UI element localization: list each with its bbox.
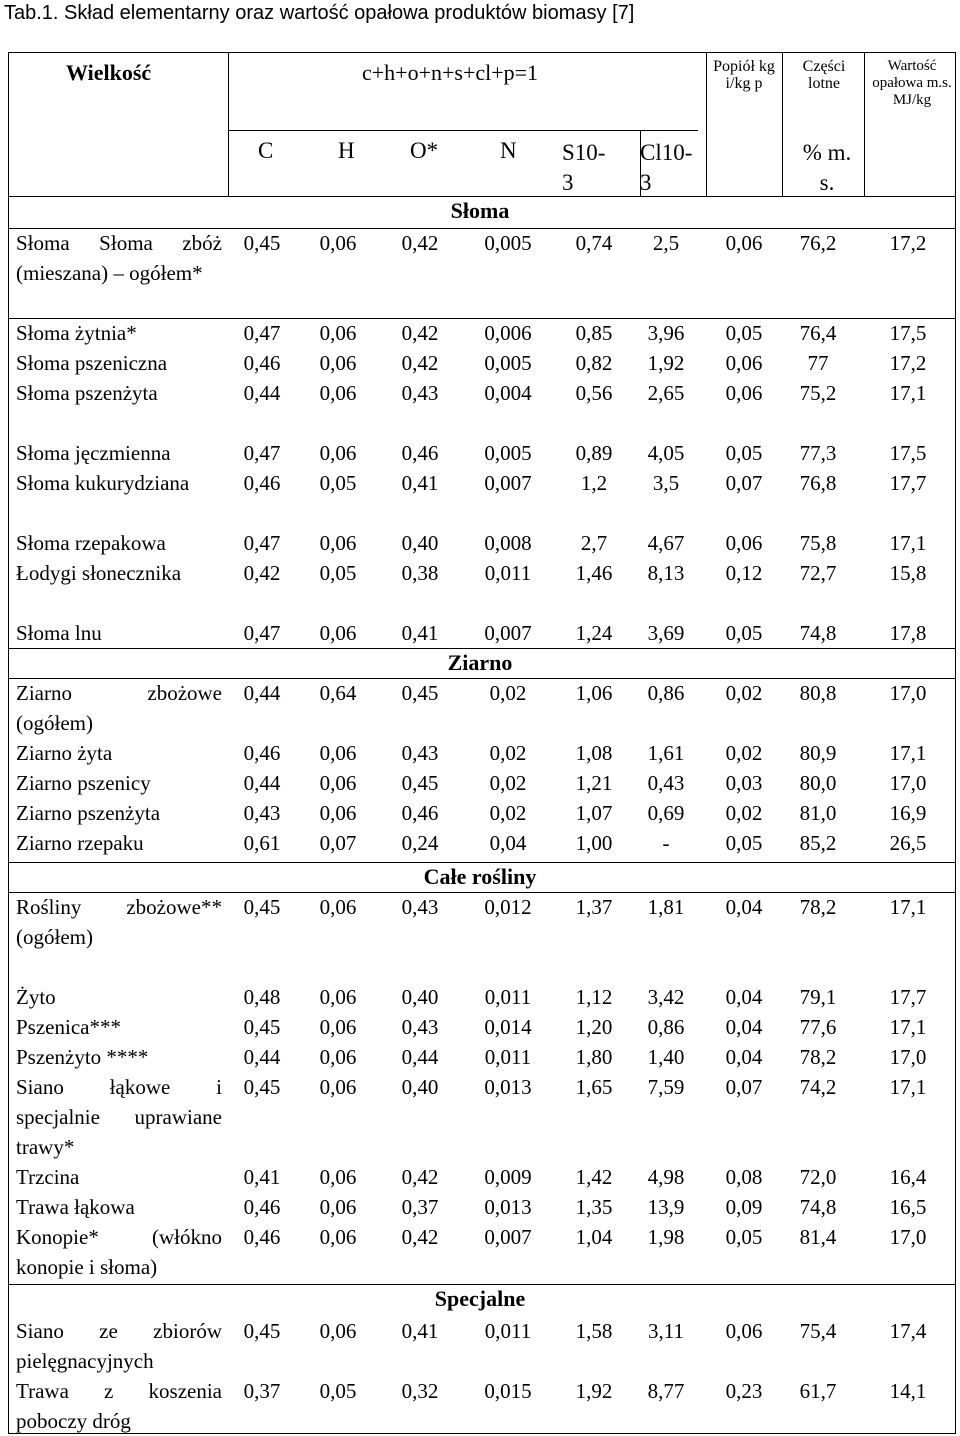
row-value: 3,42	[647, 985, 685, 1009]
row-value: 1,80	[575, 1045, 613, 1069]
table-row	[0, 618, 960, 648]
row-value: 80,8	[799, 681, 837, 705]
row-value: 0,45	[243, 895, 281, 919]
row-value: 0,46	[243, 1195, 281, 1219]
header-element-c: C	[258, 138, 274, 163]
table-row	[0, 318, 960, 348]
header-czesci-text: Części lotne	[802, 58, 846, 92]
row-value: 1,58	[575, 1319, 613, 1343]
row-value: 81,4	[799, 1225, 837, 1249]
row-value: 0,011	[484, 561, 532, 585]
row-value: 0,32	[401, 1379, 439, 1403]
table-row	[0, 468, 960, 528]
row-value: 1,06	[575, 681, 613, 705]
row-value: 0,011	[484, 1319, 532, 1343]
row-value: 1,61	[647, 741, 685, 765]
header-popiol-text: Popiół kg i/kg p	[713, 58, 775, 92]
row-value: 0,05	[725, 321, 763, 345]
table-vertical-rule	[706, 52, 707, 196]
row-value: -	[662, 831, 670, 855]
row-value: 0,61	[243, 831, 281, 855]
row-value: 2,5	[652, 231, 680, 255]
row-value: 16,9	[889, 801, 927, 825]
row-value: 1,42	[575, 1165, 613, 1189]
section-title: Całe rośliny	[423, 864, 537, 889]
row-value: 3,96	[647, 321, 685, 345]
row-name: Ziarno pszenicy	[16, 771, 151, 795]
table-row	[0, 438, 960, 468]
row-name: Siano ze zbiorów pielęgnacyjnych	[16, 1319, 222, 1373]
row-value: 80,9	[799, 741, 837, 765]
row-value: 0,06	[319, 381, 357, 405]
row-value: 0,40	[401, 1075, 439, 1099]
row-value: 0,48	[243, 985, 281, 1009]
row-value: 0,04	[725, 1015, 763, 1039]
row-value: 77	[807, 351, 829, 375]
row-value: 0,46	[243, 351, 281, 375]
row-name: Pszenżyto ****	[16, 1045, 149, 1069]
row-value: 0,85	[575, 321, 613, 345]
row-value: 0,06	[319, 1195, 357, 1219]
row-value: 0,06	[725, 231, 763, 255]
row-value: 0,05	[725, 1225, 763, 1249]
row-value: 0,014	[484, 1015, 532, 1039]
row-name: Żyto	[16, 985, 56, 1009]
row-value: 0,44	[243, 681, 281, 705]
row-value: 0,02	[725, 741, 763, 765]
row-value: 0,43	[401, 895, 439, 919]
row-value: 17,1	[889, 531, 927, 555]
row-value: 0,011	[484, 1045, 532, 1069]
row-value: 1,46	[575, 561, 613, 585]
table-row	[0, 1042, 960, 1072]
row-value: 0,04	[725, 895, 763, 919]
row-value: 1,35	[575, 1195, 613, 1219]
row-value: 0,006	[484, 321, 532, 345]
row-value: 1,04	[575, 1225, 613, 1249]
row-value: 0,08	[725, 1165, 763, 1189]
row-value: 0,06	[319, 351, 357, 375]
table-row	[0, 892, 960, 982]
table-row	[0, 528, 960, 558]
row-value: 0,37	[243, 1379, 281, 1403]
row-value: 0,43	[401, 381, 439, 405]
row-value: 17,1	[889, 381, 927, 405]
row-value: 3,69	[647, 621, 685, 645]
row-value: 0,12	[725, 561, 763, 585]
row-value: 76,4	[799, 321, 837, 345]
header-element-o: O*	[410, 138, 439, 163]
row-value: 2,7	[580, 531, 608, 555]
row-value: 17,0	[889, 1225, 927, 1249]
row-name: Ziarno zbożowe (ogółem)	[16, 681, 222, 735]
row-value: 76,2	[799, 231, 837, 255]
row-value: 1,37	[575, 895, 613, 919]
table-vertical-rule	[640, 130, 641, 196]
row-name: Słoma Słoma zbóż (mieszana) – ogółem*	[16, 231, 222, 285]
row-value: 4,98	[647, 1165, 685, 1189]
row-value: 0,46	[401, 441, 439, 465]
table-caption: Tab.1. Skład elementarny oraz wartość opałowa produktów biomasy [7]	[4, 2, 635, 24]
row-value: 0,45	[243, 1075, 281, 1099]
row-name: Ziarno pszenżyta	[16, 801, 161, 825]
row-name: Łodygi słonecznika	[16, 561, 182, 585]
row-value: 0,007	[484, 471, 532, 495]
row-value: 0,007	[484, 1225, 532, 1249]
table-vertical-rule	[228, 52, 229, 196]
row-value: 0,41	[243, 1165, 281, 1189]
table-vertical-rule	[864, 52, 865, 196]
header-element-h: H	[338, 138, 355, 163]
table-row	[0, 1072, 960, 1162]
row-value: 0,40	[401, 985, 439, 1009]
row-value: 78,2	[799, 1045, 837, 1069]
row-value: 0,47	[243, 531, 281, 555]
row-value: 1,92	[647, 351, 685, 375]
row-value: 0,05	[319, 1379, 357, 1403]
row-value: 0,86	[647, 1015, 685, 1039]
row-value: 0,04	[489, 831, 527, 855]
row-value: 0,06	[725, 1319, 763, 1343]
row-value: 0,47	[243, 321, 281, 345]
row-value: 0,02	[725, 801, 763, 825]
header-czesci-lotne	[790, 58, 858, 92]
row-name: Konopie* (włókno konopie i słoma)	[16, 1225, 222, 1279]
header-element-cl: Cl10-3	[640, 140, 693, 195]
row-value: 0,41	[401, 621, 439, 645]
row-value: 1,40	[647, 1045, 685, 1069]
row-value: 0,40	[401, 531, 439, 555]
table-row	[0, 982, 960, 1012]
row-value: 0,45	[243, 1319, 281, 1343]
row-value: 13,9	[647, 1195, 685, 1219]
row-name: Trawa z koszenia poboczy dróg	[16, 1379, 222, 1433]
row-name: Rośliny zbożowe** (ogółem)	[16, 895, 222, 949]
row-value: 0,06	[319, 1225, 357, 1249]
table-row	[0, 738, 960, 768]
row-value: 0,37	[401, 1195, 439, 1219]
row-value: 0,42	[401, 1165, 439, 1189]
row-value: 17,0	[889, 771, 927, 795]
table-horizontal-rule	[228, 130, 698, 131]
row-value: 0,03	[725, 771, 763, 795]
table-row	[0, 1376, 960, 1436]
row-value: 85,2	[799, 831, 837, 855]
header-wartosc-opalowa	[868, 58, 956, 109]
row-value: 74,2	[799, 1075, 837, 1099]
row-value: 0,06	[319, 1075, 357, 1099]
row-value: 1,65	[575, 1075, 613, 1099]
row-value: 0,42	[243, 561, 281, 585]
row-value: 0,06	[319, 1015, 357, 1039]
row-value: 75,4	[799, 1319, 837, 1343]
row-value: 17,0	[889, 681, 927, 705]
row-value: 0,43	[647, 771, 685, 795]
table-row	[0, 1222, 960, 1282]
row-value: 0,46	[401, 801, 439, 825]
row-value: 0,07	[319, 831, 357, 855]
row-value: 0,06	[319, 321, 357, 345]
row-value: 0,24	[401, 831, 439, 855]
row-name: Ziarno żyta	[16, 741, 113, 765]
row-value: 80,0	[799, 771, 837, 795]
row-value: 0,02	[489, 741, 527, 765]
row-value: 0,06	[319, 1045, 357, 1069]
row-value: 0,07	[725, 471, 763, 495]
table-row	[0, 228, 960, 318]
row-value: 0,46	[243, 471, 281, 495]
row-name: Siano łąkowe i specjalnie uprawiane trawy*	[16, 1075, 222, 1159]
section-title: Specjalne	[434, 1286, 526, 1311]
row-value: 0,42	[401, 351, 439, 375]
row-name: Trzcina	[16, 1165, 80, 1189]
row-value: 0,06	[319, 1165, 357, 1189]
row-value: 8,13	[647, 561, 685, 585]
row-value: 0,43	[401, 1015, 439, 1039]
row-value: 0,06	[319, 531, 357, 555]
row-value: 78,2	[799, 895, 837, 919]
header-unit: % m. s.	[802, 140, 852, 195]
row-value: 17,5	[889, 441, 927, 465]
row-value: 0,06	[319, 895, 357, 919]
row-value: 0,42	[401, 231, 439, 255]
row-value: 0,06	[725, 531, 763, 555]
row-value: 0,89	[575, 441, 613, 465]
row-value: 0,42	[401, 321, 439, 345]
row-value: 81,0	[799, 801, 837, 825]
row-value: 75,2	[799, 381, 837, 405]
row-value: 76,8	[799, 471, 837, 495]
row-value: 0,009	[484, 1165, 532, 1189]
row-value: 1,07	[575, 801, 613, 825]
row-value: 0,44	[243, 1045, 281, 1069]
row-value: 0,02	[489, 681, 527, 705]
row-value: 17,1	[889, 1015, 927, 1039]
row-value: 0,41	[401, 1319, 439, 1343]
row-value: 8,77	[647, 1379, 685, 1403]
row-value: 0,38	[401, 561, 439, 585]
row-value: 1,81	[647, 895, 685, 919]
row-value: 0,69	[647, 801, 685, 825]
row-value: 0,06	[319, 801, 357, 825]
row-value: 0,47	[243, 441, 281, 465]
row-value: 0,005	[484, 441, 532, 465]
row-value: 17,1	[889, 1075, 927, 1099]
row-value: 77,3	[799, 441, 837, 465]
row-name: Słoma jęczmienna	[16, 441, 171, 465]
row-value: 17,8	[889, 621, 927, 645]
row-value: 17,1	[889, 741, 927, 765]
header-wielkosc: Wielkość	[66, 60, 152, 85]
row-value: 75,8	[799, 531, 837, 555]
row-name: Ziarno rzepaku	[16, 831, 144, 855]
row-value: 1,24	[575, 621, 613, 645]
row-value: 0,005	[484, 231, 532, 255]
row-name: Słoma żytnia*	[16, 321, 137, 345]
row-value: 4,67	[647, 531, 685, 555]
row-value: 0,06	[725, 351, 763, 375]
row-value: 0,44	[243, 381, 281, 405]
row-value: 1,12	[575, 985, 613, 1009]
row-value: 26,5	[889, 831, 927, 855]
row-value: 0,56	[575, 381, 613, 405]
row-value: 0,43	[401, 741, 439, 765]
row-name: Słoma lnu	[16, 621, 102, 645]
section-title: Ziarno	[447, 650, 513, 675]
table-row	[0, 378, 960, 408]
row-value: 4,05	[647, 441, 685, 465]
header-element-s: S10-3	[562, 140, 606, 195]
row-value: 79,1	[799, 985, 837, 1009]
row-value: 72,7	[799, 561, 837, 585]
row-value: 0,42	[401, 1225, 439, 1249]
row-value: 0,06	[319, 985, 357, 1009]
row-value: 0,02	[489, 801, 527, 825]
row-value: 0,015	[484, 1379, 532, 1403]
row-value: 17,2	[889, 231, 927, 255]
row-name: Trawa łąkowa	[16, 1195, 135, 1219]
table-row	[0, 1192, 960, 1222]
row-value: 0,46	[243, 741, 281, 765]
row-value: 0,06	[319, 741, 357, 765]
row-value: 0,06	[319, 1319, 357, 1343]
row-value: 0,06	[319, 771, 357, 795]
row-value: 17,2	[889, 351, 927, 375]
row-value: 17,7	[889, 471, 927, 495]
row-value: 0,02	[489, 771, 527, 795]
row-value: 0,011	[484, 985, 532, 1009]
row-value: 17,0	[889, 1045, 927, 1069]
header-sum-formula: c+h+o+n+s+cl+p=1	[362, 60, 539, 85]
row-value: 7,59	[647, 1075, 685, 1099]
row-value: 17,5	[889, 321, 927, 345]
row-value: 17,7	[889, 985, 927, 1009]
row-name: Słoma rzepakowa	[16, 531, 166, 555]
row-value: 0,45	[243, 1015, 281, 1039]
row-value: 1,20	[575, 1015, 613, 1039]
row-value: 0,47	[243, 621, 281, 645]
row-value: 0,06	[319, 441, 357, 465]
row-value: 16,4	[889, 1165, 927, 1189]
row-value: 72,0	[799, 1165, 837, 1189]
row-value: 0,06	[725, 381, 763, 405]
row-value: 0,05	[725, 441, 763, 465]
row-value: 0,43	[243, 801, 281, 825]
row-value: 2,65	[647, 381, 685, 405]
row-value: 0,74	[575, 231, 613, 255]
row-value: 74,8	[799, 1195, 837, 1219]
row-value: 0,45	[401, 681, 439, 705]
row-value: 0,09	[725, 1195, 763, 1219]
row-value: 0,005	[484, 351, 532, 375]
row-value: 3,11	[648, 1319, 684, 1343]
header-popiol	[712, 58, 776, 92]
row-value: 0,45	[401, 771, 439, 795]
row-value: 0,05	[725, 831, 763, 855]
table-row	[0, 768, 960, 798]
table-row	[0, 1316, 960, 1376]
row-value: 0,86	[647, 681, 685, 705]
row-value: 0,05	[319, 471, 357, 495]
table-row	[0, 1162, 960, 1192]
header-element-n: N	[500, 138, 517, 163]
table-row	[0, 1012, 960, 1042]
table-vertical-rule	[782, 52, 783, 196]
row-value: 0,02	[725, 681, 763, 705]
row-name: Słoma pszeniczna	[16, 351, 168, 375]
row-value: 1,21	[575, 771, 613, 795]
row-value: 0,013	[484, 1195, 532, 1219]
row-value: 0,013	[484, 1075, 532, 1099]
row-value: 74,8	[799, 621, 837, 645]
row-value: 0,41	[401, 471, 439, 495]
row-value: 0,004	[484, 381, 532, 405]
row-value: 0,04	[725, 1045, 763, 1069]
row-name: Słoma pszenżyta	[16, 381, 158, 405]
table-row	[0, 348, 960, 378]
row-value: 1,08	[575, 741, 613, 765]
row-value: 17,1	[889, 895, 927, 919]
row-value: 61,7	[799, 1379, 837, 1403]
section-title: Słoma	[450, 198, 510, 223]
table-row	[0, 798, 960, 828]
row-value: 0,46	[243, 1225, 281, 1249]
row-value: 0,06	[319, 621, 357, 645]
row-value: 0,06	[319, 231, 357, 255]
row-value: 16,5	[889, 1195, 927, 1219]
row-value: 0,04	[725, 985, 763, 1009]
row-value: 0,23	[725, 1379, 763, 1403]
row-value: 0,44	[243, 771, 281, 795]
header-wartosc-text: Wartość opałowa m.s. MJ/kg	[872, 58, 952, 108]
row-value: 0,44	[401, 1045, 439, 1069]
row-value: 0,64	[319, 681, 357, 705]
row-value: 0,82	[575, 351, 613, 375]
row-value: 0,45	[243, 231, 281, 255]
row-value: 0,07	[725, 1075, 763, 1099]
row-value: 1,92	[575, 1379, 613, 1403]
row-value: 0,05	[725, 621, 763, 645]
row-value: 1,00	[575, 831, 613, 855]
table-row	[0, 828, 960, 858]
row-value: 15,8	[889, 561, 927, 585]
row-value: 1,98	[647, 1225, 685, 1249]
row-value: 3,5	[652, 471, 680, 495]
row-value: 77,6	[799, 1015, 837, 1039]
row-value: 0,05	[319, 561, 357, 585]
row-value: 14,1	[889, 1379, 927, 1403]
row-value: 1,2	[580, 471, 608, 495]
row-value: 17,4	[889, 1319, 927, 1343]
row-name: Pszenica***	[16, 1015, 121, 1039]
row-name: Słoma kukurydziana	[16, 471, 190, 495]
table-row	[0, 558, 960, 618]
table-row	[0, 678, 960, 738]
row-value: 0,007	[484, 621, 532, 645]
row-value: 0,012	[484, 895, 532, 919]
row-value: 0,008	[484, 531, 532, 555]
